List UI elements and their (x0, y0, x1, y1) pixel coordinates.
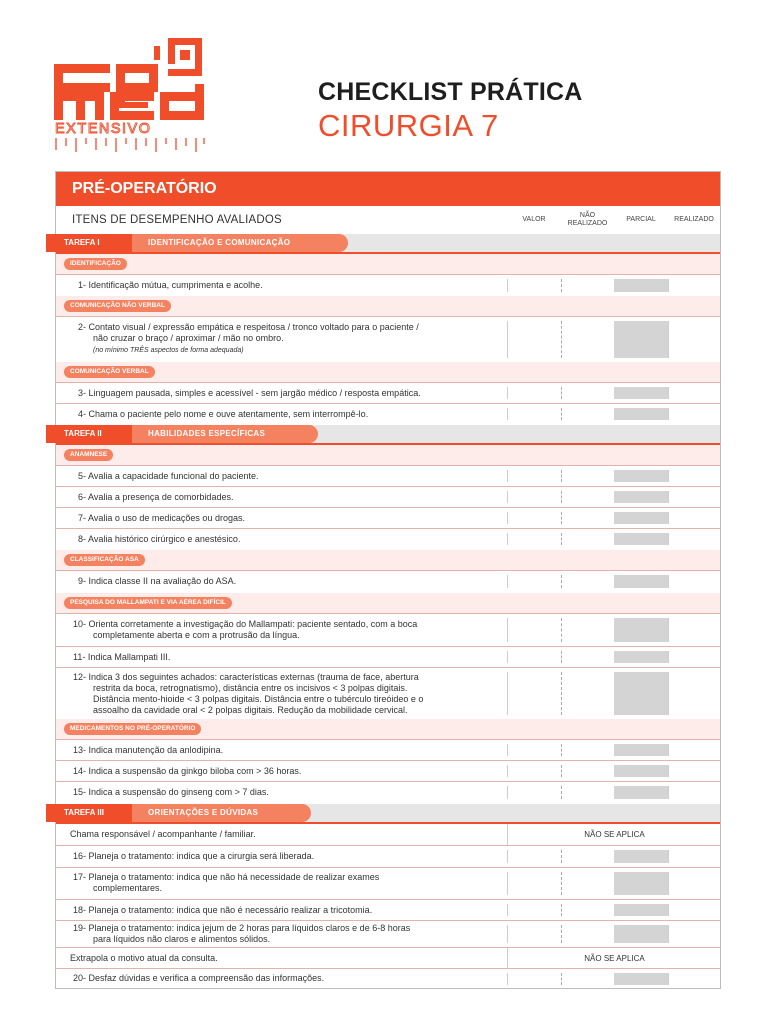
item-number: 2- (78, 322, 87, 332)
valor-cell (507, 512, 562, 524)
item-text: Indica 3 dos seguintes achados: características externas (trauma de face, abertura (88, 672, 419, 682)
subsection-comunicacao-nao-verbal (56, 296, 720, 316)
table-row (56, 781, 720, 803)
table-row (56, 845, 720, 867)
realizado-cell[interactable] (668, 651, 721, 663)
item-text: Planeja o tratamento: indica jejum de 2 horas para líquidos claros e de 6-8 horas (88, 923, 411, 933)
item-text: Identificação mútua, cumprimenta e acolhe. (88, 280, 263, 290)
title-main: CHECKLIST PRÁTICA (318, 78, 583, 106)
nao-realizado-cell[interactable] (561, 470, 615, 482)
subsection-mallampati (56, 593, 720, 613)
table-row (56, 570, 720, 592)
valor-cell (507, 491, 562, 503)
nao-realizado-cell[interactable] (561, 744, 615, 756)
valor-cell (507, 672, 562, 715)
item-number: 15- (73, 787, 87, 797)
realizado-cell[interactable] (668, 765, 721, 777)
item-text: Avalia o uso de medicações ou drogas. (88, 513, 245, 523)
item-text: Planeja o tratamento: indica que não há necessidade de realizar exames (88, 872, 380, 882)
parcial-cell[interactable] (614, 850, 668, 863)
tarefa-1-number: TAREFA I (46, 234, 132, 252)
valor-cell (507, 786, 562, 799)
item-text: Desfaz dúvidas e verifica a compreensão das informações. (88, 973, 325, 983)
item-number: 20- (73, 973, 87, 983)
item-number: 13- (73, 745, 87, 755)
table-row (56, 739, 720, 760)
subsection-pill: PESQUISA DO MALLAMPATI E VIA AÉREA DIFÍCIL (64, 597, 232, 609)
cpmed-logo (50, 34, 212, 152)
parcial-cell[interactable] (614, 872, 668, 895)
item-number: 6- (78, 492, 87, 502)
table-row (56, 274, 720, 296)
checklist-sheet (55, 171, 721, 989)
nao-realizado-cell[interactable] (561, 618, 615, 642)
extensivo-label: EXTENSIVO (55, 121, 152, 137)
nao-realizado-cell[interactable] (561, 904, 615, 916)
realizado-cell[interactable] (668, 512, 721, 524)
table-row (56, 947, 720, 968)
tarefa-2-number: TAREFA II (46, 425, 132, 443)
realizado-cell[interactable] (668, 491, 721, 503)
subsection-comunicacao-verbal (56, 362, 720, 382)
realizado-cell[interactable] (668, 408, 721, 420)
parcial-cell[interactable] (614, 672, 668, 715)
parcial-cell[interactable] (614, 575, 668, 588)
valor-column-label: VALOR (522, 216, 546, 223)
parcial-cell[interactable] (614, 744, 668, 756)
table-row (56, 920, 720, 947)
item-number: 9- (78, 576, 87, 586)
realizado-cell[interactable] (668, 618, 721, 642)
not-applicable-label: NÃO SE APLICA (507, 824, 721, 845)
realizado-cell[interactable] (668, 387, 721, 399)
parcial-cell[interactable] (614, 925, 668, 943)
realizado-cell[interactable] (668, 925, 721, 943)
nao-realizado-cell[interactable] (561, 408, 615, 420)
valor-cell (507, 925, 562, 943)
item-text: Planeja o tratamento: indica que não é necessário realizar a tricotomia. (88, 905, 373, 915)
parcial-cell[interactable] (614, 279, 668, 292)
table-row (56, 528, 720, 549)
items-column-label: ITENS DE DESEMPENHO AVALIADOS (72, 214, 282, 226)
item-number: 1- (78, 280, 87, 290)
tarefa-3-number: TAREFA III (46, 804, 132, 822)
nao-realizado-cell[interactable] (561, 765, 615, 777)
valor-cell (507, 387, 562, 399)
nao-realizado-cell[interactable] (561, 973, 615, 985)
valor-cell (507, 904, 562, 916)
item-text: Indica a suspensão do ginseng com > 7 dias. (88, 787, 269, 797)
item-number: 4- (78, 409, 87, 419)
nao-realizado-cell[interactable] (561, 387, 615, 399)
item-number: 8- (78, 534, 87, 544)
item-text: restrita da boca, retrognatismo), distância entre os incisivos < 3 polpas digitais. (93, 683, 408, 693)
nao-realizado-cell[interactable] (561, 575, 615, 588)
parcial-cell[interactable] (614, 533, 668, 545)
item-number: 5- (78, 471, 87, 481)
title-sub: CIRURGIA 7 (318, 108, 499, 143)
item-text: Avalia a capacidade funcional do paciente. (88, 471, 259, 481)
table-row (56, 760, 720, 781)
valor-cell (507, 321, 562, 358)
table-row (56, 824, 720, 845)
item-number: 16- (73, 851, 87, 861)
realizado-cell[interactable] (668, 672, 721, 715)
parcial-column-label: PARCIAL (626, 216, 656, 223)
item-number: 17- (73, 872, 87, 882)
item-text: Indica a suspensão da ginkgo biloba com > 36 horas. (88, 766, 302, 776)
realizado-cell[interactable] (668, 321, 721, 358)
tarefa-3-name: ORIENTAÇÕES E DÚVIDAS (148, 808, 259, 817)
subsection-anamnese (56, 445, 720, 465)
item-number: 10- (73, 619, 87, 629)
table-row (56, 316, 720, 362)
item-text: para líquidos não claros e alimentos sólidos. (93, 934, 271, 944)
valor-cell (507, 850, 562, 863)
valor-cell (507, 765, 562, 777)
item-text: Linguagem pausada, simples e acessível - sem jargão médico / resposta empática. (88, 388, 421, 398)
realizado-cell[interactable] (668, 744, 721, 756)
nao-realizado-cell[interactable] (561, 279, 615, 292)
table-row (56, 382, 720, 403)
table-row (56, 899, 720, 920)
item-text: Distância mento-hioide < 3 polpas digitais. Distância entre o tubérculo tireóideo e o (93, 694, 424, 704)
table-row (56, 465, 720, 486)
realizado-cell[interactable] (668, 786, 721, 799)
item-text: Indica manutenção da anlodipina. (88, 745, 224, 755)
realizado-cell[interactable] (668, 279, 721, 292)
parcial-cell[interactable] (614, 408, 668, 420)
item-text: Extrapola o motivo atual da consulta. (70, 953, 218, 963)
realizado-cell[interactable] (668, 470, 721, 482)
subsection-pill: CLASSIFICAÇÃO ASA (64, 554, 145, 566)
item-text: Avalia a presença de comorbidades. (88, 492, 234, 502)
item-note: (no mínimo TRÊS aspectos de forma adequada) (93, 347, 244, 354)
item-text: Chama responsável / acompanhante / familiar. (70, 829, 256, 839)
nao-realizado-column-label: NÃO REALIZADO (567, 212, 608, 227)
nao-realizado-cell[interactable] (561, 533, 615, 545)
subsection-classificacao-asa (56, 550, 720, 570)
item-number: 12- (73, 672, 87, 682)
table-row (56, 667, 720, 719)
subsection-identificacao (56, 254, 720, 274)
valor-cell (507, 575, 562, 588)
valor-cell (507, 279, 562, 292)
item-text: Indica classe II na avaliação do ASA. (88, 576, 237, 586)
realizado-cell[interactable] (668, 904, 721, 916)
parcial-cell[interactable] (614, 321, 668, 358)
nao-realizado-cell[interactable] (561, 512, 615, 524)
subsection-pill: ANAMNESE (64, 449, 113, 461)
subsection-pill: COMUNICAÇÃO VERBAL (64, 366, 155, 378)
table-row (56, 968, 720, 989)
item-number: 14- (73, 766, 87, 776)
nao-realizado-cell[interactable] (561, 925, 615, 943)
section-header: PRÉ-OPERATÓRIO (56, 172, 720, 206)
parcial-cell[interactable] (614, 470, 668, 482)
parcial-cell[interactable] (614, 491, 668, 503)
valor-cell (507, 651, 562, 663)
parcial-cell[interactable] (614, 786, 668, 799)
table-row (56, 867, 720, 899)
table-row (56, 613, 720, 646)
item-text: assoalho da cavidade oral < 2 polpas digitais. Redução da mobilidade cervical. (93, 705, 408, 715)
realizado-cell[interactable] (668, 575, 721, 588)
nao-realizado-cell[interactable] (561, 651, 615, 663)
valor-cell (507, 744, 562, 756)
parcial-cell[interactable] (614, 387, 668, 399)
subsection-pill: IDENTIFICAÇÃO (64, 258, 127, 270)
nao-realizado-cell[interactable] (561, 321, 615, 358)
valor-cell (507, 470, 562, 482)
nao-realizado-cell[interactable] (561, 872, 615, 895)
item-text: Orienta corretamente a investigação do Mallampati: paciente sentado, com a boca (88, 619, 418, 629)
parcial-cell[interactable] (614, 904, 668, 916)
valor-cell (507, 533, 562, 545)
subsection-pill: COMUNICAÇÃO NÃO VERBAL (64, 300, 171, 312)
table-row (56, 646, 720, 667)
item-text: Indica Mallampati III. (87, 652, 171, 662)
realizado-cell[interactable] (668, 850, 721, 863)
item-number: 18- (73, 905, 87, 915)
subsection-medicamentos (56, 719, 720, 739)
item-text: completamente aberta e com a protrusão da língua. (93, 630, 300, 640)
item-text: Avalia histórico cirúrgico e anestésico. (88, 534, 241, 544)
column-header (56, 206, 720, 235)
parcial-cell[interactable] (614, 512, 668, 524)
parcial-cell[interactable] (614, 973, 668, 985)
parcial-cell[interactable] (614, 618, 668, 642)
valor-cell (507, 872, 562, 895)
table-row (56, 507, 720, 528)
tarefa-2-bar (56, 425, 720, 443)
item-text: não cruzar o braço / aproximar / mão no ombro. (93, 333, 284, 343)
item-number: 7- (78, 513, 87, 523)
realizado-cell[interactable] (668, 973, 721, 985)
realizado-column-label: REALIZADO (674, 216, 714, 223)
nao-realizado-cell[interactable] (561, 491, 615, 503)
tarefa-1-bar (56, 234, 720, 252)
realizado-cell[interactable] (668, 872, 721, 895)
nao-realizado-cell[interactable] (561, 850, 615, 863)
tarefa-1-name: IDENTIFICAÇÃO E COMUNICAÇÃO (148, 238, 291, 247)
item-text: Planeja o tratamento: indica que a cirurgia será liberada. (88, 851, 315, 861)
item-text: complementares. (93, 883, 163, 893)
subsection-pill: MEDICAMENTOS NO PRÉ-OPERATÓRIO (64, 723, 201, 735)
item-text: Contato visual / expressão empática e respeitosa / tronco voltado para o paciente / (88, 322, 419, 332)
tarefa-3-bar (56, 804, 720, 822)
nao-realizado-cell[interactable] (561, 672, 615, 715)
not-applicable-label: NÃO SE APLICA (507, 948, 721, 968)
valor-cell (507, 973, 562, 985)
item-number: 19- (73, 923, 87, 933)
tarefa-2-name: HABILIDADES ESPECÍFICAS (148, 429, 266, 438)
item-number: 3- (78, 388, 87, 398)
realizado-cell[interactable] (668, 533, 721, 545)
nao-realizado-cell[interactable] (561, 786, 615, 799)
item-number: 11- (73, 652, 86, 662)
parcial-cell[interactable] (614, 651, 668, 663)
table-row (56, 486, 720, 507)
valor-cell (507, 618, 562, 642)
valor-cell (507, 408, 562, 420)
item-text: Chama o paciente pelo nome e ouve atentamente, sem interrompê-lo. (88, 409, 369, 419)
parcial-cell[interactable] (614, 765, 668, 777)
table-row (56, 403, 720, 424)
